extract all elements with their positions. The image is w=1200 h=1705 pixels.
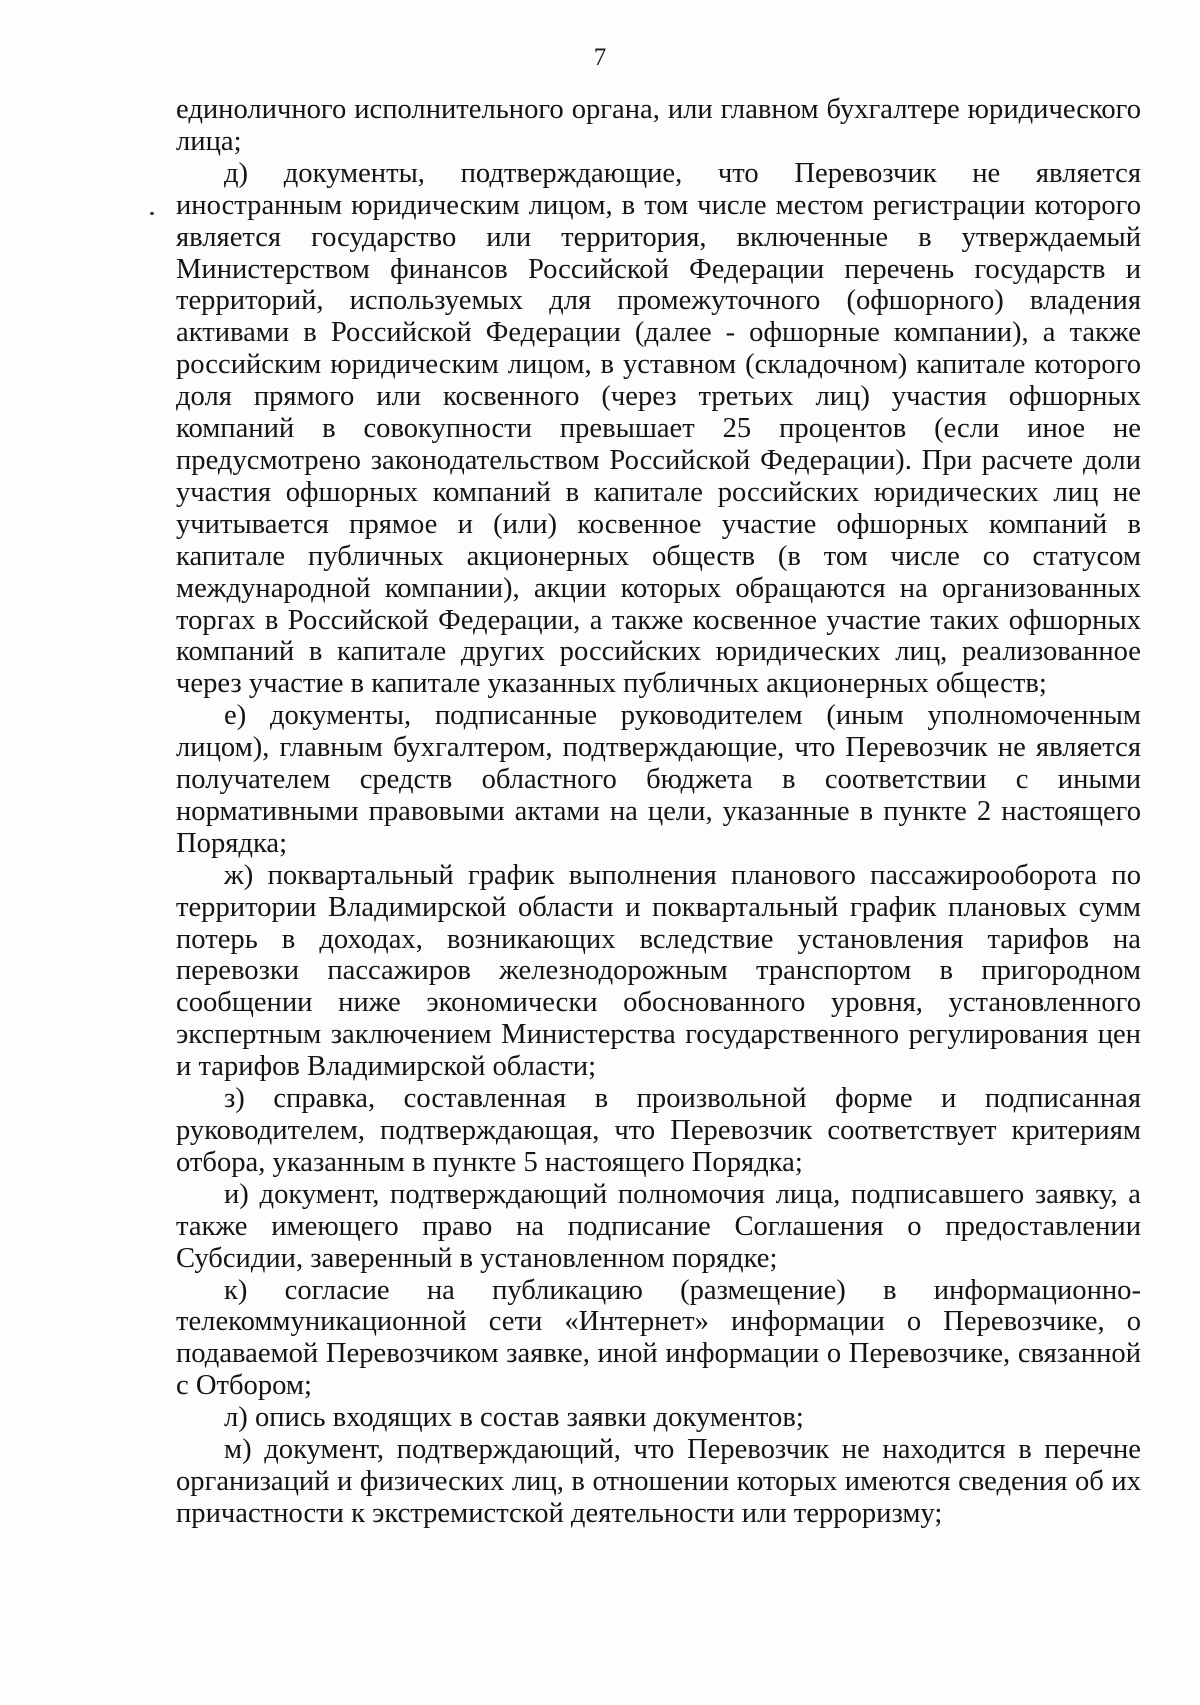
paragraph-item-d: д) документы, подтверждающие, что Перевозчик не является иностранным юридическим лицом, в том числе местом регистрации которого является государство или территория, включенные в утверждаемый Министерством финансов Российской Федерации перечень государств и территорий, используемых для промежуточного (офшорного) владения активами в Российской Федерации (далее - офшорные компании), а также российским юридическим лицом, в уставном (складочном) капитале которого доля прямого или косвенного (через третьих лиц) участия офшорных компаний в совокупности превышает 25 процентов (если иное не предусмотрено законодательством Российской Федерации). При расчете доли участия офшорных компаний в капитале российских юридических лиц не учитывается прямое и (или) косвенное участие офшорных компаний в капитале публичных акционерных обществ (в том числе со статусом международной компании), акции которых обращаются на организованных торгах в Российской Федерации, а также косвенное участие таких офшорных компаний в капитале других российских юридических лиц, реализованное через участие в капитале указанных публичных акционерных обществ; xyxy=(176,157,1141,700)
paragraph-item-m: м) документ, подтверждающий, что Перевозчик не находится в перечне организаций и физических лиц, в отношении которых имеются сведения об их причастности к экстремистской деятельности или терроризму; xyxy=(176,1434,1141,1529)
paragraph-item-z: з) справка, составленная в произвольной форме и подписанная руководителем, подтверждающая, что Перевозчик соответствует критериям отбора, указанным в пункте 5 настоящего Порядка; xyxy=(176,1083,1141,1178)
paragraph-item-e: е) документы, подписанные руководителем (иным уполномоченным лицом), главным бухгалтером, подтверждающие, что Перевозчик не является получателем средств областного бюджета в соответствии с иными нормативными правовыми актами на цели, указанные в пункте 2 настоящего Порядка; xyxy=(176,700,1141,859)
paragraph-item-k: к) согласие на публикацию (размещение) в информационно-телекоммуникационной сети «Интернет» информации о Перевозчике, о подаваемой Перевозчиком заявке, иной информации о Перевозчике, связанной с Отбором; xyxy=(176,1274,1141,1402)
scan-speck xyxy=(150,212,154,215)
paragraph-item-l: л) опись входящих в состав заявки документов; xyxy=(224,1402,804,1434)
paragraph-item-i: и) документ, подтверждающий полномочия лица, подписавшего заявку, а также имеющего право на подписание Соглашения о предоставлении Субсидии, заверенный в установленном порядке; xyxy=(176,1178,1141,1274)
paragraph-continuation: единоличного исполнительного органа, или главном бухгалтере юридического лица; xyxy=(176,94,1141,157)
paragraph-item-zh: ж) поквартальный график выполнения планового пассажирооборота по территории Владимирской области и поквартальный график плановых сумм потерь в доходах, возникающих вследствие установления тарифов на перевозки пассажиров железнодорожным транспортом в пригородном сообщении ниже экономически обоснованного уровня, установленного экспертным заключением Министерства государственного регулирования цен и тарифов Владимирской области; xyxy=(176,859,1141,1083)
document-body xyxy=(176,94,1141,1530)
page-number: 7 xyxy=(593,44,607,71)
